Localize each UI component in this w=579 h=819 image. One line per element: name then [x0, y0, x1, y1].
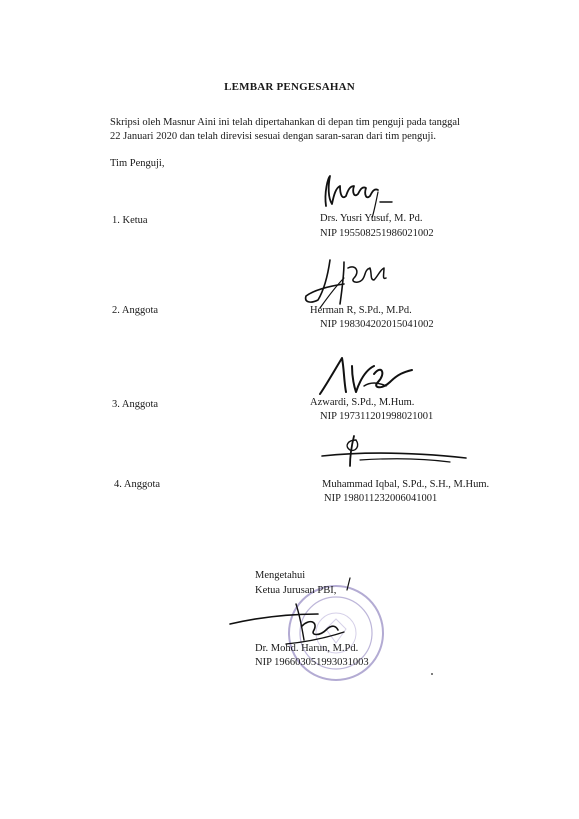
examiner-2-name: Herman R, S.Pd., M.Pd. [310, 305, 412, 316]
tick-mark-icon [344, 576, 352, 592]
examiner-4-signature-icon [320, 432, 470, 472]
approval-name: Dr. Mohd. Harun, M.Pd. [255, 643, 359, 654]
examiner-2-nip: NIP 198304202015041002 [320, 319, 434, 330]
examiner-4-name: Muhammad Iqbal, S.Pd., S.H., M.Hum. [322, 479, 490, 490]
approval-nip: NIP 196603051993031003 [255, 657, 369, 668]
examiner-3-role: 3. Anggota [112, 399, 159, 410]
intro-line-1: Skripsi oleh Masnur Aini ini telah dipertahankan di depan tim penguji pada tanggal [110, 117, 460, 128]
examiner-4-nip: NIP 198011232006041001 [324, 493, 438, 504]
examiner-2-role: 2. Anggota [112, 305, 159, 316]
intro-line-2: 22 Januari 2020 dan telah direvisi sesuai dengan saran-saran dari tim penguji. [110, 131, 436, 142]
approval-line-2: Ketua Jurusan PBI, [255, 585, 337, 596]
page-title: LEMBAR PENGESAHAN [224, 81, 355, 93]
examiner-1-name: Drs. Yusri Yusuf, M. Pd. [320, 213, 423, 224]
team-label: Tim Penguji, [110, 158, 165, 169]
scan-speck [431, 673, 433, 675]
examiner-3-name: Azwardi, S.Pd., M.Hum. [310, 397, 415, 408]
examiner-4-role: 4. Anggota [114, 479, 161, 490]
examiner-3-nip: NIP 197311201998021001 [320, 411, 434, 422]
examiner-1-nip: NIP 195508251986021002 [320, 228, 434, 239]
approval-line-1: Mengetahui [255, 570, 306, 581]
examiner-3-signature-icon [316, 352, 416, 400]
examiner-1-role: 1. Ketua [112, 215, 148, 226]
